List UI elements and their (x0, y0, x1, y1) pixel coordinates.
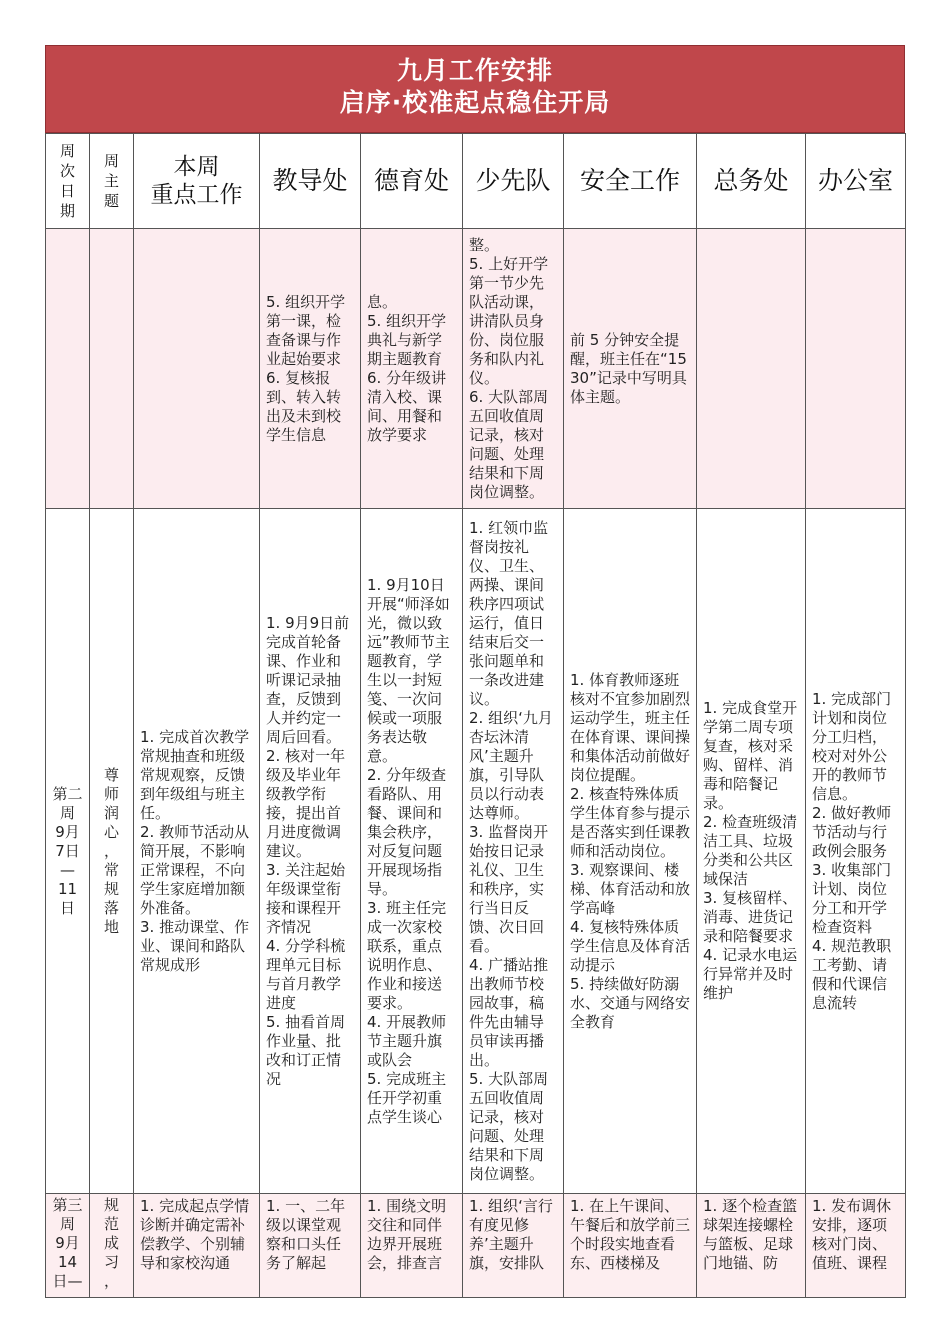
row3-jiaodao: 1. 一、二年级以课堂观察和口头任务了解起 (260, 1194, 361, 1298)
row1-zongwu (697, 229, 806, 509)
title-main: 九月工作安排 (396, 56, 553, 85)
row2-shaoxian: 1. 红领巾监督岗按礼仪、卫生、两操、课间秩序四项试运行，值日结束后交一张问题单和一条改进建议。 2. 组织‘九月杏坛沐清风’主题升旗，引导队员以行动表达尊师。 3. 监督岗开始按日记录礼仪、卫生和秩序，实行当日反馈、次日回看。 4. 广播站推出教师节校园故事，稿件先由辅导员审读再播出。 5. 大队部周五回收值周记录，核对问题、处理结果和下周岗位调整。 (463, 509, 564, 1194)
table-row (46, 1194, 906, 1298)
header-row (46, 134, 906, 229)
schedule-table (45, 133, 906, 1298)
header-week-date (46, 134, 90, 229)
row3-anquan: 1. 在上午课间、午餐后和放学前三个时段实地查看东、西楼梯及 (564, 1194, 697, 1298)
row1-deyu: 息。 5. 组织开学典礼与新学期主题教育 6. 分年级讲清入校、课间、用餐和放学要求 (361, 229, 463, 509)
header-week-theme-label: 周 主 题 (103, 152, 119, 210)
row3-zongwu: 1. 逐个检查篮球架连接螺栓与篮板、足球门地锚、防 (697, 1194, 806, 1298)
row3-deyu: 1. 围绕文明交往和同伴边界开展班会，排查言 (361, 1194, 463, 1298)
row3-week-theme: 规 范 成 习 ， (90, 1194, 134, 1298)
row2-bangong: 1. 完成部门计划和岗位分工归档，校对对外公开的教师节信息。 2. 做好教师节活动与行政例会服务 3. 收集部门计划、岗位分工和开学检查资料 4. 规范教职工考勤、请假和代课信息流转 (806, 509, 906, 1194)
header-week-date-label: 周 次 日 期 (59, 142, 75, 220)
row2-key-work: 1. 完成首次教学常规抽查和班级常规观察，反馈到年级组与班主任。 2. 教师节活动从简开展，不影响正常课程，不向学生家庭增加额外准备。 3. 推动课堂、作业、课间和路队常规成形 (134, 509, 260, 1194)
header-bangong: 办公室 (806, 134, 906, 229)
header-key-work-label: 本周 重点工作 (150, 154, 243, 208)
header-week-theme (90, 134, 134, 229)
title-subtitle: 启序·校准起点稳住开局 (339, 88, 611, 117)
row3-shaoxian: 1. 组织‘言行有度见修养’主题升旗，安排队 (463, 1194, 564, 1298)
row1-anquan: 前 5 分钟安全提醒，班主任在“1530”记录中写明具体主题。 (564, 229, 697, 509)
table-row (46, 509, 906, 1194)
schedule-sheet (45, 45, 905, 1298)
row3-key-work: 1. 完成起点学情诊断并确定需补偿教学、个别辅导和家校沟通 (134, 1194, 260, 1298)
row1-key-work (134, 229, 260, 509)
row1-jiaodao: 5. 组织开学第一课，检查备课与作业起始要求 6. 复核报到、转入转出及未到校学生信息 (260, 229, 361, 509)
header-shaoxian: 少先队 (463, 134, 564, 229)
row2-week-theme: 尊 师 润 心 ， 常 规 落 地 (90, 509, 134, 1194)
row3-week-date: 第三 周 9月 14 日— (46, 1194, 90, 1298)
header-anquan: 安全工作 (564, 134, 697, 229)
row1-shaoxian: 整。 5. 上好开学第一节少先队活动课，讲清队员身份、岗位服务和队内礼仪。 6. 大队部周五回收值周记录，核对问题、处理结果和下周岗位调整。 (463, 229, 564, 509)
row2-deyu: 1. 9月10日开展“师泽如光，微以致远”教师节主题教育，学生以一封短笺、一次问候或一项服务表达敬意。 2. 分年级查看路队、用餐、课间和集会秩序，对反复问题开展现场指导。 3. 班主任完成一次家校联系，重点说明作息、作业和接送要求。 4. 开展教师节主题升旗或队会 5. 完成班主任开学初重点学生谈心 (361, 509, 463, 1194)
row2-zongwu: 1. 完成食堂开学第二周专项复查，核对采购、留样、消毒和陪餐记录。 2. 检查班级清洁工具、垃圾分类和公共区域保洁 3. 复核留样、消毒、进货记录和陪餐要求 4. 记录水电运行异常并及时维护 (697, 509, 806, 1194)
header-key-work (134, 134, 260, 229)
row2-week-date: 第二 周 9月 7日 — 11 日 (46, 509, 90, 1194)
row1-week-theme (90, 229, 134, 509)
row3-bangong: 1. 发布调休安排，逐项核对门岗、值班、课程 (806, 1194, 906, 1298)
row1-bangong (806, 229, 906, 509)
title-banner (45, 45, 905, 133)
row1-week-date (46, 229, 90, 509)
row2-jiaodao: 1. 9月9日前完成首轮备课、作业和听课记录抽查，反馈到人并约定一周后回看。 2. 核对一年级及毕业年级教学衔接，提出首月进度微调建议。 3. 关注起始年级课堂衔接和课程开齐情况 4. 分学科梳理单元目标与首月教学进度 5. 抽看首周作业量、批改和订正情况 (260, 509, 361, 1194)
header-zongwu: 总务处 (697, 134, 806, 229)
table-row (46, 229, 906, 509)
header-jiaodao: 教导处 (260, 134, 361, 229)
header-deyu: 德育处 (361, 134, 463, 229)
row2-anquan: 1. 体育教师逐班核对不宜参加剧烈运动学生，班主任在体育课、课间操和集体活动前做好岗位提醒。 2. 核查特殊体质学生体育参与提示是否落实到任课教师和活动岗位。 3. 观察课间、楼梯、体育活动和放学高峰 4. 复核特殊体质学生信息及体育活动提示 5. 持续做好防溺水、交通与网络安全教育 (564, 509, 697, 1194)
